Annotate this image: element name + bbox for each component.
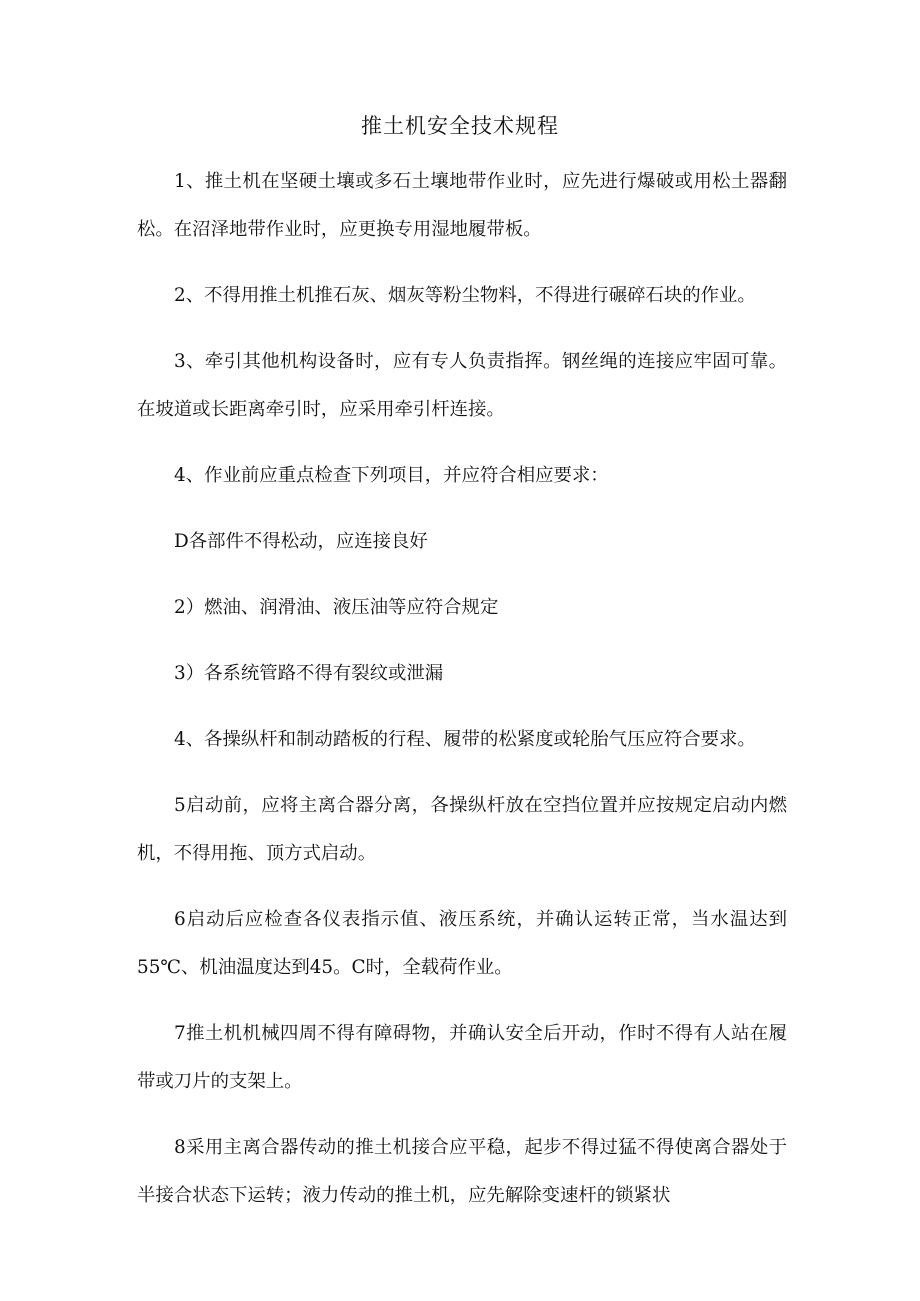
list-item-2: 2）燃油、润滑油、液压油等应符合规定 [174,597,499,618]
paragraph-7: 6启动后应检查各仪表指示值、液压系统，并确认运转正常，当水温达到55℃、机油温度达到45。C时，全载荷作业。 [137,909,787,978]
paragraph-1: 1、推土机在坚硬土壤或多石土壤地带作业时，应先进行爆破或用松土器翻松。在沼泽地带作业时，应更换专用湿地履带板。 [137,171,787,240]
paragraph-6: 5启动前，应将主离合器分离，各操纵杆放在空挡位置并应按规定启动内燃机，不得用拖、顶方式启动。 [137,795,787,864]
paragraph-9: 8采用主离合器传动的推土机接合应平稳，起步不得过猛不得使离合器处于半接合状态下运转；液力传动的推土机，应先解除变速杆的锁紧状 [137,1137,787,1206]
paragraph-5: 4、各操纵杆和制动踏板的行程、履带的松紧度或轮胎气压应符合要求。 [174,729,756,750]
paragraph-8: 7推土机机械四周不得有障碍物，并确认安全后开动，作时不得有人站在履带或刀片的支架上。 [137,1023,787,1092]
paragraph-4: 4、作业前应重点检查下列项目，并应符合相应要求： [174,465,609,486]
paragraph-2: 2、不得用推土机推石灰、烟灰等粉尘物料，不得进行碾碎石块的作业。 [174,285,756,306]
document-body [137,158,787,1220]
list-item-3: 3）各系统管路不得有裂纹或泄漏 [174,663,444,684]
document-title: 推土机安全技术规程 [361,114,559,138]
list-item-1: D各部件不得松动，应连接良好 [174,531,428,552]
paragraph-3: 3、牵引其他机构设备时，应有专人负责指挥。钢丝绳的连接应牢固可靠。在坡道或长距离牵引时，应采用牵引杆连接。 [137,351,787,420]
